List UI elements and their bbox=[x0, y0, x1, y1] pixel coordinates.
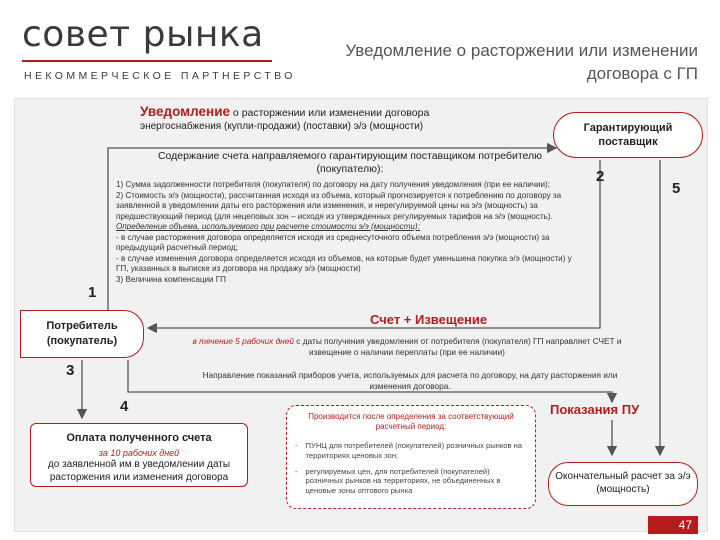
period-heading: Производится после определения за соответствующий расчетный период: bbox=[308, 412, 514, 432]
meter-readings-label: Показания ПУ bbox=[550, 402, 640, 417]
payment-days: за 10 рабочих дней bbox=[98, 447, 180, 458]
invoice-days: в течение 5 рабочих дней bbox=[192, 336, 294, 346]
payment-box bbox=[30, 423, 248, 487]
step-4-number: 4 bbox=[120, 398, 129, 415]
notice-heading bbox=[140, 104, 429, 119]
page-number: 47 bbox=[648, 516, 698, 534]
period-bullet: - bbox=[295, 466, 298, 476]
period-item bbox=[295, 467, 527, 497]
period-bullet: - bbox=[295, 440, 298, 450]
content-item-2: 2) Стоимость э/э (мощности), рассчитанная исходя из объема, который прогнозируется к потреблению по договору за заявленной в уведомлении даты его расторжения или изменения, и нерегулируемой цены на э/э (мощность) за предшествующий период (для нецеповых зон – исходя из утвержденных регулируемых тарифов на э/э (мощность). bbox=[116, 190, 562, 221]
invoice-content-list bbox=[116, 180, 586, 285]
content-definition-heading: Определение объема, используемого при расчете стоимости э/э (мощности): bbox=[116, 222, 420, 232]
final-settlement-box: Окончательный расчет за э/э (мощность) bbox=[548, 462, 698, 506]
content-definition-2: - в случае изменения договора определяется исходя из объемов, на которые будет уменьшена покупка э/э (мощности) у ГП, указанных в выписке из договора на продажу э/э (мощности) bbox=[116, 253, 572, 274]
notice-heading-rest: о расторжении или изменении договора bbox=[230, 107, 430, 119]
step-5-number: 5 bbox=[672, 180, 681, 197]
content-item-1: 1) Сумма задолженности потребителя (покупателя) по договору на дату получения уведомления (при ее наличии); bbox=[116, 180, 550, 189]
notice-heading-em: Уведомление bbox=[140, 104, 231, 119]
step-2-number: 2 bbox=[596, 168, 605, 185]
content-definition-1: - в случае расторжения договора определяется исходя из среднесуточного объема потребления э/э (мощности) за предыдущий расчетный период; bbox=[116, 232, 550, 253]
period-item-2: регулируемых цен, для потребителей (покупателей) розничных рынков на территориях, не объединенных в ценовые зоны оптового рынка bbox=[305, 466, 501, 496]
period-item bbox=[295, 441, 527, 461]
guaranteeing-supplier-box: Гарантирующий поставщик bbox=[553, 112, 703, 158]
payment-heading: Оплата полученного счета bbox=[66, 432, 212, 444]
invoice-content-title: Содержание счета направляемого гарантирующим поставщиком потребителю (покупателю): bbox=[157, 150, 543, 176]
settlement-period-box bbox=[286, 405, 536, 509]
invoice-notice-label: Счет + Извещение bbox=[370, 312, 488, 327]
step-3-number: 3 bbox=[66, 362, 75, 379]
step-1-number: 1 bbox=[88, 284, 97, 301]
payment-body: до заявленной им в уведомлении даты расторжения или изменения договора bbox=[47, 459, 231, 483]
invoice-text: с даты получения уведомления от потребителя (покупателя) ГП направляет СЧЕТ и извещение о наличии переплаты (при ее наличии) bbox=[293, 336, 622, 358]
meter-readings-description: Направление показаний приборов учета, используемых для расчета по договору, на дату расторжения или изменения договора. bbox=[202, 370, 618, 392]
notice-subheading: энергоснабжения (купли-продажи) (поставки) э/э (мощности) bbox=[140, 121, 424, 132]
logo-subtitle: НЕКОММЕРЧЕСКОЕ ПАРТНЕРСТВО bbox=[24, 70, 296, 82]
logo-wordmark: совет рынка bbox=[22, 14, 264, 55]
invoice-description bbox=[172, 336, 642, 358]
slide-title: Уведомление о расторжении или изменении договора с ГП bbox=[345, 41, 698, 83]
content-item-3: 3) Величина компенсации ГП bbox=[116, 274, 227, 284]
period-item-1: ПУНЦ для потребителей (покупателей) розничных рынков на территориях ценовых зон; bbox=[305, 440, 523, 460]
consumer-box: Потребитель (покупатель) bbox=[20, 310, 144, 358]
